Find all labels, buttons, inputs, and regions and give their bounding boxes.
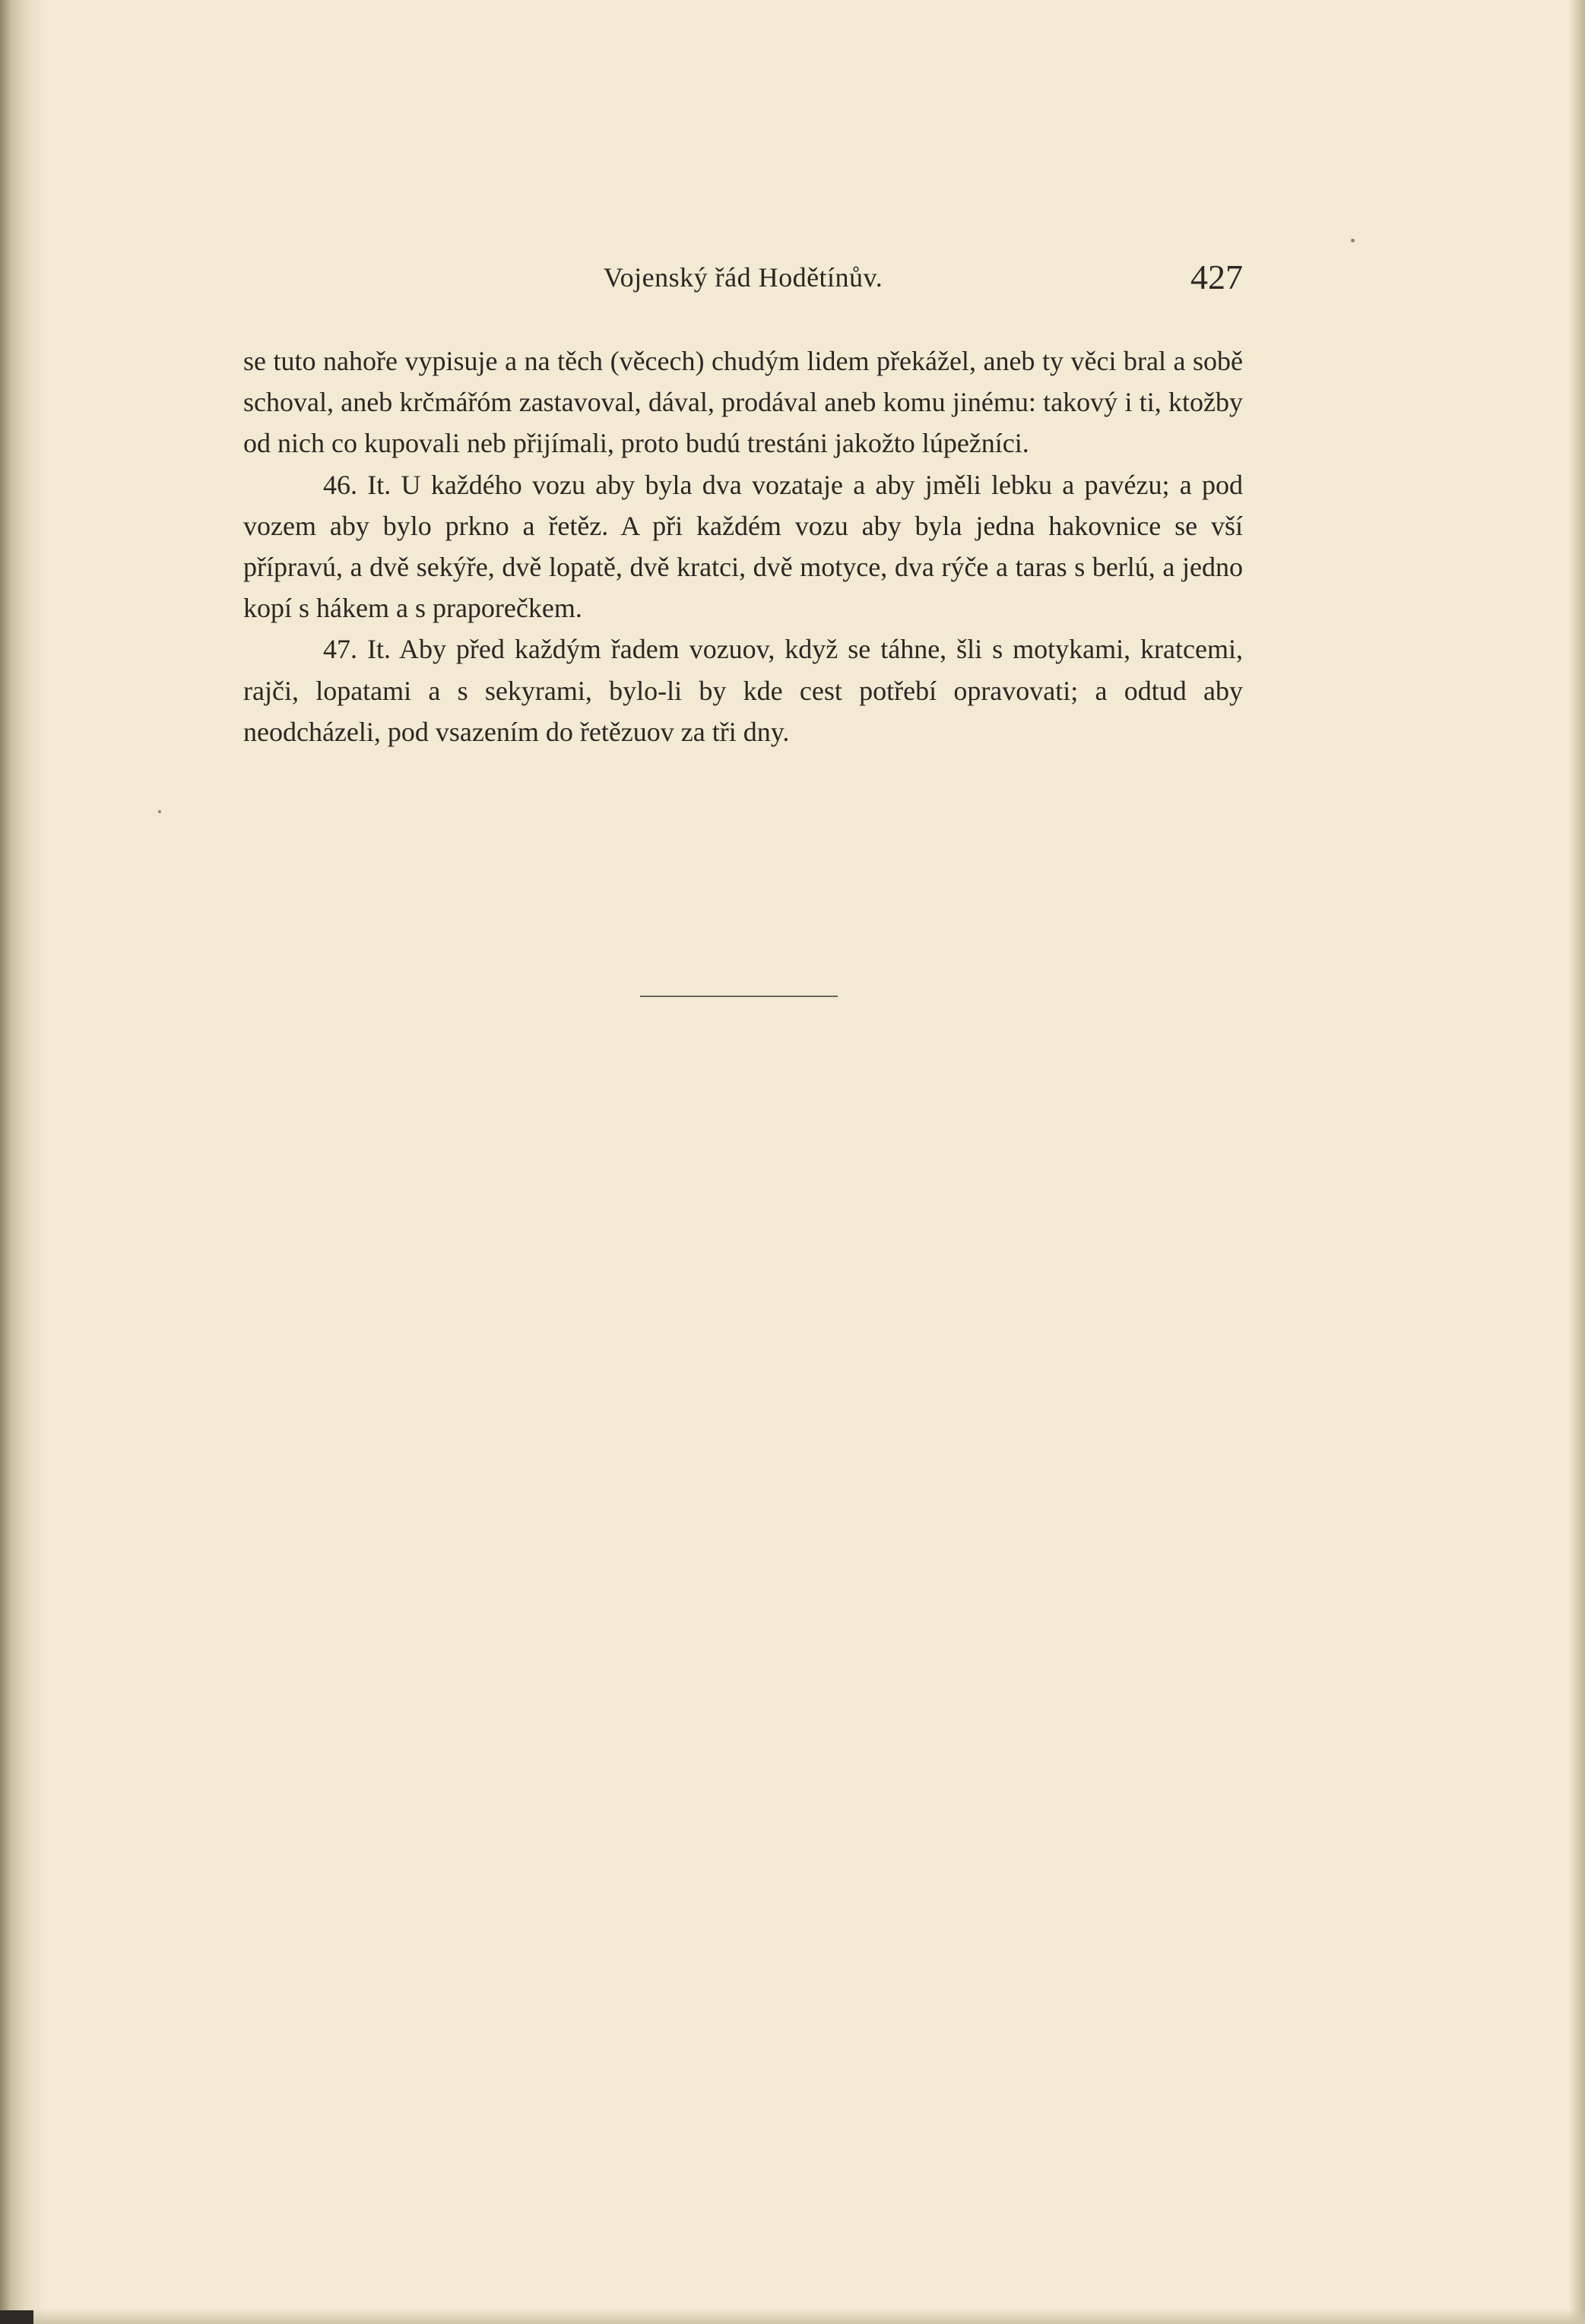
body-text bbox=[243, 340, 1243, 752]
paragraph-article-47: 47. It. Aby před každým řadem vozuov, když se táhne, šli s motykami, kratcemi, rajči, lopatami a s sekyrami, bylo-li by kde cest potřebí opravovati; a odtud aby neodcházeli, pod vsazením do řetězuov za tři dny. bbox=[243, 634, 1243, 747]
page-bottom-edge bbox=[0, 2309, 1585, 2324]
paper-speck bbox=[158, 810, 161, 813]
binding-shadow bbox=[0, 0, 46, 2324]
page-number: 427 bbox=[1190, 258, 1243, 296]
scan-corner bbox=[0, 2310, 33, 2324]
paper-speck bbox=[1351, 239, 1355, 242]
running-header bbox=[243, 257, 1243, 302]
paragraph-continuation: se tuto nahoře vypisuje a na těch (věcech) chudým lidem překážel, aneb ty věci bral a sobě schoval, aneb krčmářóm zastavoval, dával, prodával aneb komu jinému: takový i ti, ktožby od nich co kupovali neb přijímali, proto budú trestáni jakožto lúpežníci. bbox=[243, 346, 1243, 459]
paragraph-article-46: 46. It. U každého vozu aby byla dva vozataje a aby jměli lebku a pavézu; a pod vozem aby bylo prkno a řetěz. A při každém vozu aby byla jedna hakovnice se vší přípravú, a dvě sekýře, dvě lopatě, dvě kratci, dvě motyce, dva rýče a taras s berlú, a jedno kopí s hákem a s praporečkem. bbox=[243, 469, 1243, 624]
section-end-rule bbox=[640, 996, 838, 997]
running-title: Vojenský řád Hodětínův. bbox=[603, 262, 883, 293]
page-edge bbox=[1568, 0, 1585, 2324]
